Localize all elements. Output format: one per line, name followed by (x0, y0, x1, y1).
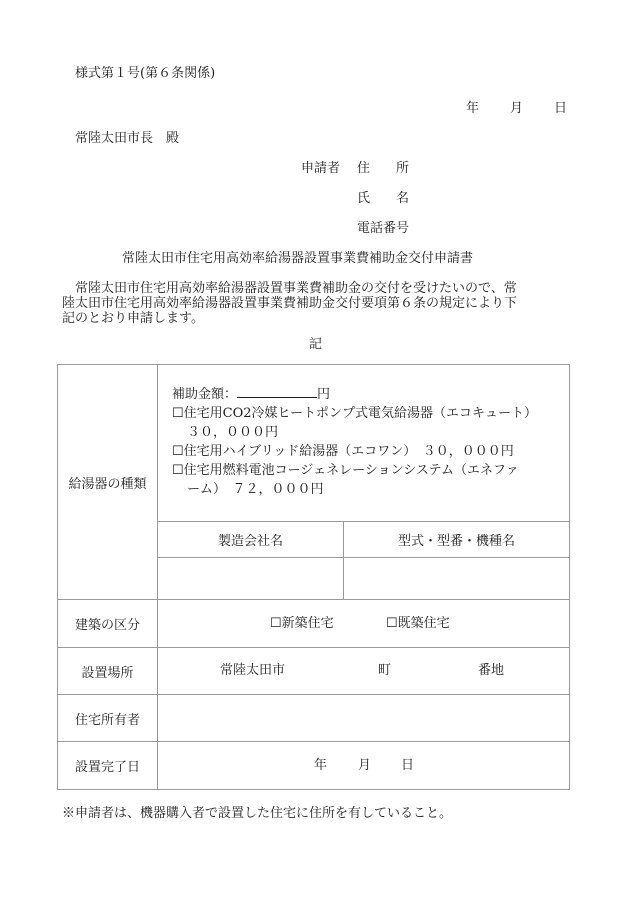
location-banchi: 番地 (478, 663, 505, 678)
applicant-label: 申請者 (301, 161, 341, 176)
completion-year: 年 (314, 758, 328, 773)
checkbox-existing-house[interactable]: ☐既築住宅 (386, 616, 450, 631)
location-city: 常陸太田市 (220, 663, 286, 678)
install-location-label: 設置場所 (58, 648, 158, 695)
location-town: 町 (378, 663, 392, 678)
option-enefarm[interactable]: ☐住宅用燃料電池コージェネレーションシステム（エネファ (172, 463, 519, 478)
completion-date-field[interactable] (158, 742, 570, 790)
heater-type-options (158, 365, 570, 522)
building-type-options (158, 600, 570, 648)
completion-date-label: 設置完了日 (58, 742, 158, 790)
applicant-phone-label: 電話番号 (357, 221, 410, 236)
install-location-field[interactable] (158, 648, 570, 695)
completion-day: 日 (401, 758, 415, 773)
completion-month: 月 (358, 758, 372, 773)
house-owner-field[interactable] (158, 695, 570, 742)
option-ecocute-amount: ３０，０００円 (187, 425, 279, 440)
model-field[interactable] (344, 558, 570, 600)
applicant-address-label: 住 所 (357, 161, 410, 176)
checkbox-new-house[interactable]: ☐新築住宅 (270, 616, 334, 631)
model-header: 型式・型番・機種名 (344, 522, 570, 558)
subsidy-amount-line: 補助金額： 円 (172, 387, 331, 402)
option-ecoone[interactable]: ☐住宅用ハイブリッド給湯器（エコワン） ３０，０００円 (172, 444, 514, 459)
footnote: ※申請者は、機器購入者で設置した住宅に住所を有していること。 (62, 806, 453, 821)
body-paragraph (62, 281, 568, 326)
heater-type-label: 給湯器の種類 (58, 365, 158, 600)
addressee: 常陸太田市長 殿 (75, 131, 180, 146)
manufacturer-field[interactable] (158, 558, 344, 600)
date-month-label: 月 (510, 101, 524, 116)
house-owner-label: 住宅所有者 (58, 695, 158, 742)
subsidy-amount-blank[interactable] (237, 385, 317, 398)
ki-heading: 記 (309, 337, 323, 352)
document-title: 常陸太田市住宅用高効率給湯器設置事業費補助金交付申請書 (122, 251, 474, 266)
application-table (57, 364, 570, 790)
date-day-label: 日 (554, 101, 568, 116)
form-number: 様式第１号(第６条関係) (75, 66, 216, 81)
building-type-label: 建築の区分 (58, 600, 158, 648)
body-line: 陸太田市住宅用高効率給湯器設置事業費補助金交付要項第６条の規定により下 (62, 296, 518, 311)
body-line: 常陸太田市住宅用高効率給湯器設置事業費補助金の交付を受けたいので、常 (75, 281, 517, 296)
manufacturer-header: 製造会社名 (158, 522, 344, 558)
option-enefarm-amount: ーム） ７２，０００円 (187, 482, 324, 497)
option-ecocute[interactable]: ☐住宅用CO2冷媒ヒートポンプ式電気給湯器（エコキュート） (172, 406, 538, 421)
date-year-label: 年 (466, 101, 480, 116)
applicant-name-label: 氏 名 (357, 191, 410, 206)
body-line: 記のとおり申請します。 (62, 311, 204, 326)
